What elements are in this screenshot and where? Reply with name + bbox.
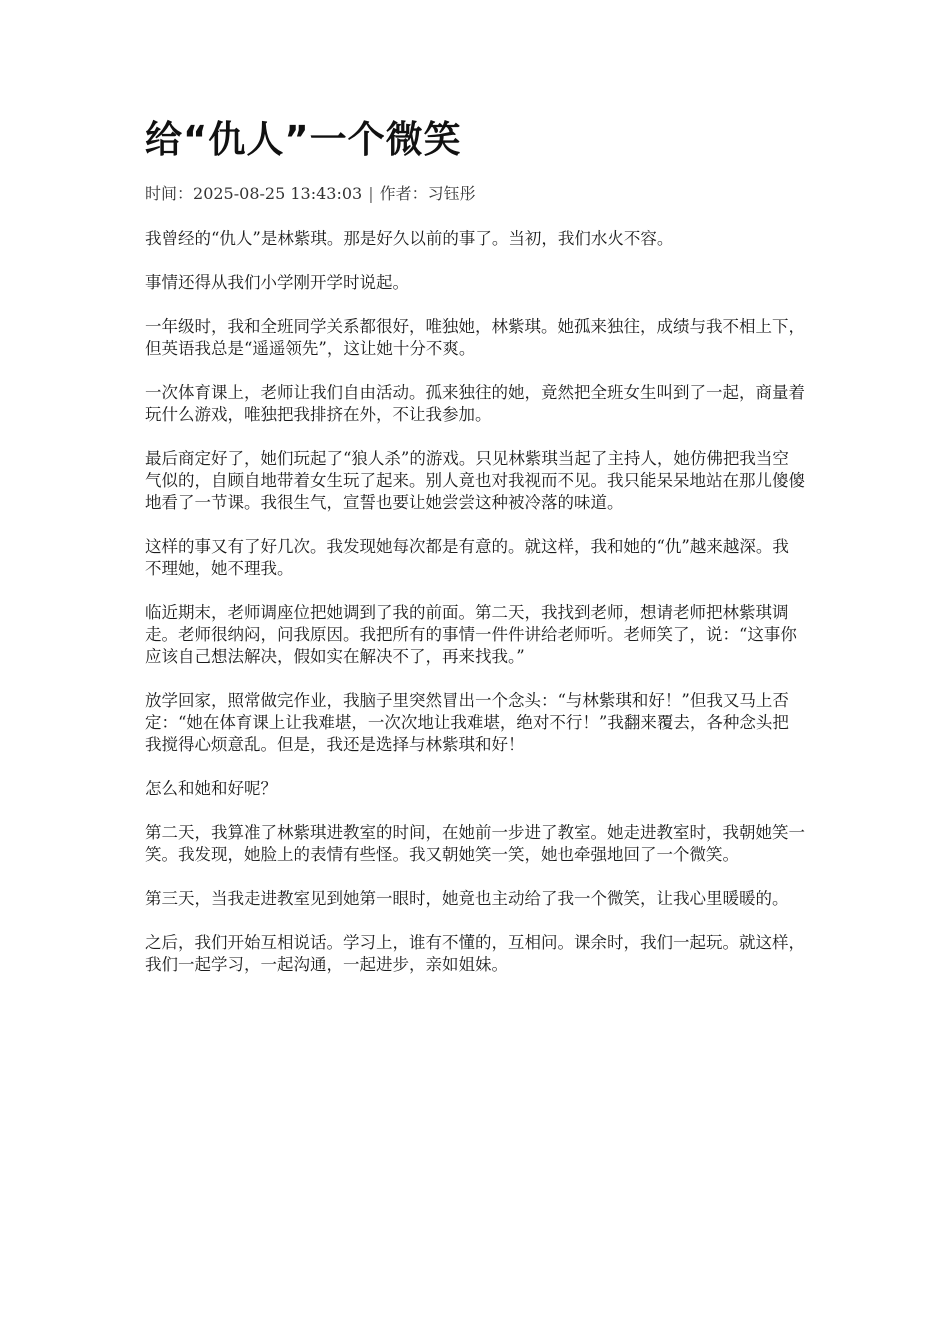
article-title: 给“仇人”一个微笑 [145,118,462,161]
paragraph: 临近期末，老师调座位把她调到了我的前面。第二天，我找到老师，想请老师把林紫琪调走。老师很纳闷，问我原因。我把所有的事情一件件讲给老师听。老师笑了，说：“这事你应该自己想法解决，假如实在解决不了，再来找我。” [145,603,797,666]
paragraph: 放学回家，照常做完作业，我脑子里突然冒出一个念头：“与林紫琪和好！”但我又马上否定：“她在体育课上让我难堪，一次次地让我难堪，绝对不行！”我翻来覆去，各种念头把我搅得心烦意乱。但是，我还是选择与林紫琪和好！ [145,691,789,754]
article-body [145,228,805,976]
paragraph: 最后商定好了，她们玩起了“狼人杀”的游戏。只见林紫琪当起了主持人，她仿佛把我当空气似的，自顾自地带着女生玩了起来。别人竟也对我视而不见。我只能呆呆地站在那儿傻傻地看了一节课。我很生气，宣誓也要让她尝尝这种被冷落的味道。 [145,449,805,512]
paragraph: 我曾经的“仇人”是林紫琪。那是好久以前的事了。当初，我们水火不容。 [145,229,674,248]
article-page [145,112,805,998]
paragraph: 怎么和她和好呢？ [145,779,277,798]
paragraph: 事情还得从我们小学刚开学时说起。 [145,273,409,292]
article-meta [145,182,805,206]
paragraph: 之后，我们开始互相说话。学习上，谁有不懂的，互相问。课余时，我们一起玩。就这样，我们一起学习，一起沟通，一起进步，亲如姐妹。 [145,933,805,974]
author-name: 习钰彤 [427,184,476,203]
paragraph: 一年级时，我和全班同学关系都很好，唯独她，林紫琪。她孤来独往，成绩与我不相上下，但英语我总是“遥遥领先”，这让她十分不爽。 [145,317,805,358]
meta-separator: | [368,184,374,203]
time-label: 时间： [145,184,194,203]
paragraph: 第三天，当我走进教室见到她第一眼时，她竟也主动给了我一个微笑，让我心里暖暖的。 [145,889,789,908]
publish-time: 2025-08-25 13:43:03 [193,184,363,203]
paragraph: 第二天，我算准了林紫琪进教室的时间，在她前一步进了教室。她走进教室时，我朝她笑一笑。我发现，她脸上的表情有些怪。我又朝她笑一笑，她也牵强地回了一个微笑。 [145,823,805,864]
paragraph: 这样的事又有了好几次。我发现她每次都是有意的。就这样，我和她的“仇”越来越深。我不理她，她不理我。 [145,537,789,578]
paragraph: 一次体育课上，老师让我们自由活动。孤来独往的她，竟然把全班女生叫到了一起，商量着玩什么游戏，唯独把我排挤在外，不让我参加。 [145,383,805,424]
author-label: 作者： [379,184,428,203]
